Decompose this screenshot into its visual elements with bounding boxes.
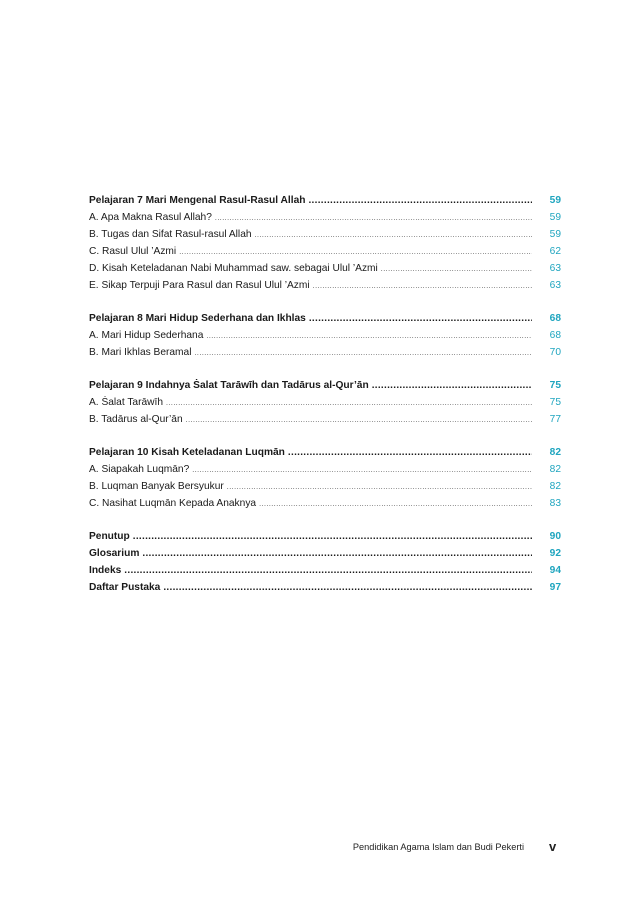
toc-entry-title: B. Tadārus al-Qur’ān xyxy=(89,414,183,425)
toc-entry[interactable] xyxy=(89,327,561,344)
toc-entry[interactable] xyxy=(89,495,561,512)
dot-leader xyxy=(308,192,532,209)
dot-leader xyxy=(133,528,532,545)
toc-entry-title: E. Sikap Terpuji Para Rasul dan Rasul Ulul ’Azmi xyxy=(89,280,310,291)
dot-leader xyxy=(142,545,532,562)
toc-entry-title: A. Siapakah Luqmān? xyxy=(89,464,190,475)
toc-entry-page: 83 xyxy=(549,498,561,509)
dot-leader xyxy=(309,310,532,327)
toc-entry-title: A. Ṡalat Tarāwīh xyxy=(89,397,163,408)
toc-entry-title: B. Mari Ikhlas Beramal xyxy=(89,347,192,358)
toc-entry-page: 94 xyxy=(549,565,561,576)
toc-entry-page: 59 xyxy=(549,229,561,240)
toc-entry-title: Pelajaran 9 Indahnya Ṡalat Tarāwīh dan Tadārus al-Qur’ān xyxy=(89,380,369,391)
toc-entry-page: 82 xyxy=(549,481,561,492)
section-gap xyxy=(89,428,561,444)
toc-entry-title: Pelajaran 8 Mari Hidup Sederhana dan Ikhlas xyxy=(89,313,306,324)
toc-entry-title: A. Mari Hidup Sederhana xyxy=(89,330,204,341)
toc-heading-entry[interactable] xyxy=(89,377,561,394)
toc-entry-title: B. Tugas dan Sifat Rasul-rasul Allah xyxy=(89,229,252,240)
toc-entry-title: B. Luqman Banyak Bersyukur xyxy=(89,481,224,492)
page-number: v xyxy=(549,839,557,854)
toc-entry-title: Pelajaran 10 Kisah Keteladanan Luqmān xyxy=(89,447,285,458)
toc-heading-entry[interactable] xyxy=(89,444,561,461)
dot-leader xyxy=(166,395,532,412)
dot-leader xyxy=(124,562,532,579)
dot-leader xyxy=(381,261,532,278)
toc-entry[interactable] xyxy=(89,226,561,243)
toc-entry[interactable] xyxy=(89,394,561,411)
toc-entry-page: 63 xyxy=(549,280,561,291)
dot-leader xyxy=(288,444,532,461)
toc-entry-title: Daftar Pustaka xyxy=(89,582,161,593)
dot-leader xyxy=(255,227,532,244)
toc-entry[interactable] xyxy=(89,260,561,277)
toc-entry[interactable] xyxy=(89,344,561,361)
dot-leader xyxy=(313,278,532,295)
toc-entry-title: A. Apa Makna Rasul Allah? xyxy=(89,212,212,223)
dot-leader xyxy=(259,496,532,513)
toc-entry-page: 70 xyxy=(549,347,561,358)
page-footer xyxy=(0,839,638,859)
book-title: Pendidikan Agama Islam dan Budi Pekerti xyxy=(352,842,524,852)
toc-entry-page: 92 xyxy=(549,548,561,559)
toc-entry[interactable] xyxy=(89,243,561,260)
dot-leader xyxy=(227,479,532,496)
toc-entry-title: C. Nasihat Luqmān Kepada Anaknya xyxy=(89,498,257,509)
toc-entry-page: 82 xyxy=(549,464,561,475)
toc-entry-title: Pelajaran 7 Mari Mengenal Rasul-Rasul Allah xyxy=(89,195,306,206)
toc-entry-page: 59 xyxy=(549,212,561,223)
toc-heading-entry[interactable] xyxy=(89,310,561,327)
dot-leader xyxy=(163,579,532,596)
toc-entry-page: 63 xyxy=(549,263,561,274)
toc-entry-page: 75 xyxy=(549,397,561,408)
toc-heading-entry[interactable] xyxy=(89,528,561,545)
toc-entry-title: Indeks xyxy=(89,565,122,576)
toc-entry-page: 82 xyxy=(549,447,561,458)
dot-leader xyxy=(372,377,532,394)
toc-entry-title: D. Kisah Keteladanan Nabi Muhammad saw. sebagai Ulul ’Azmi xyxy=(89,263,378,274)
toc-entry-page: 90 xyxy=(549,531,561,542)
dot-leader xyxy=(215,210,532,227)
toc-entry-page: 68 xyxy=(549,313,561,324)
dot-leader xyxy=(206,328,532,345)
toc-entry[interactable] xyxy=(89,461,561,478)
toc-entry-page: 62 xyxy=(549,246,561,257)
section-gap xyxy=(89,294,561,310)
toc-entry-page: 97 xyxy=(549,582,561,593)
toc-entry-page: 68 xyxy=(549,330,561,341)
toc-entry[interactable] xyxy=(89,277,561,294)
toc-entry[interactable] xyxy=(89,478,561,495)
dot-leader xyxy=(192,462,532,479)
toc-entry-page: 77 xyxy=(549,414,561,425)
toc-entry-page: 75 xyxy=(549,380,561,391)
dot-leader xyxy=(194,345,532,362)
toc-entry[interactable] xyxy=(89,411,561,428)
toc-entry-title: Penutup xyxy=(89,531,130,542)
toc-entry[interactable] xyxy=(89,209,561,226)
toc-entry-title: C. Rasul Ulul ’Azmi xyxy=(89,246,177,257)
toc-heading-entry[interactable] xyxy=(89,579,561,596)
toc-entry-title: Glosarium xyxy=(89,548,140,559)
section-gap xyxy=(89,512,561,528)
dot-leader xyxy=(186,412,532,429)
toc-heading-entry[interactable] xyxy=(89,562,561,579)
toc-entry-page: 59 xyxy=(549,195,561,206)
dot-leader xyxy=(179,244,532,261)
table-of-contents xyxy=(89,192,561,596)
toc-heading-entry[interactable] xyxy=(89,545,561,562)
toc-heading-entry[interactable] xyxy=(89,192,561,209)
section-gap xyxy=(89,361,561,377)
